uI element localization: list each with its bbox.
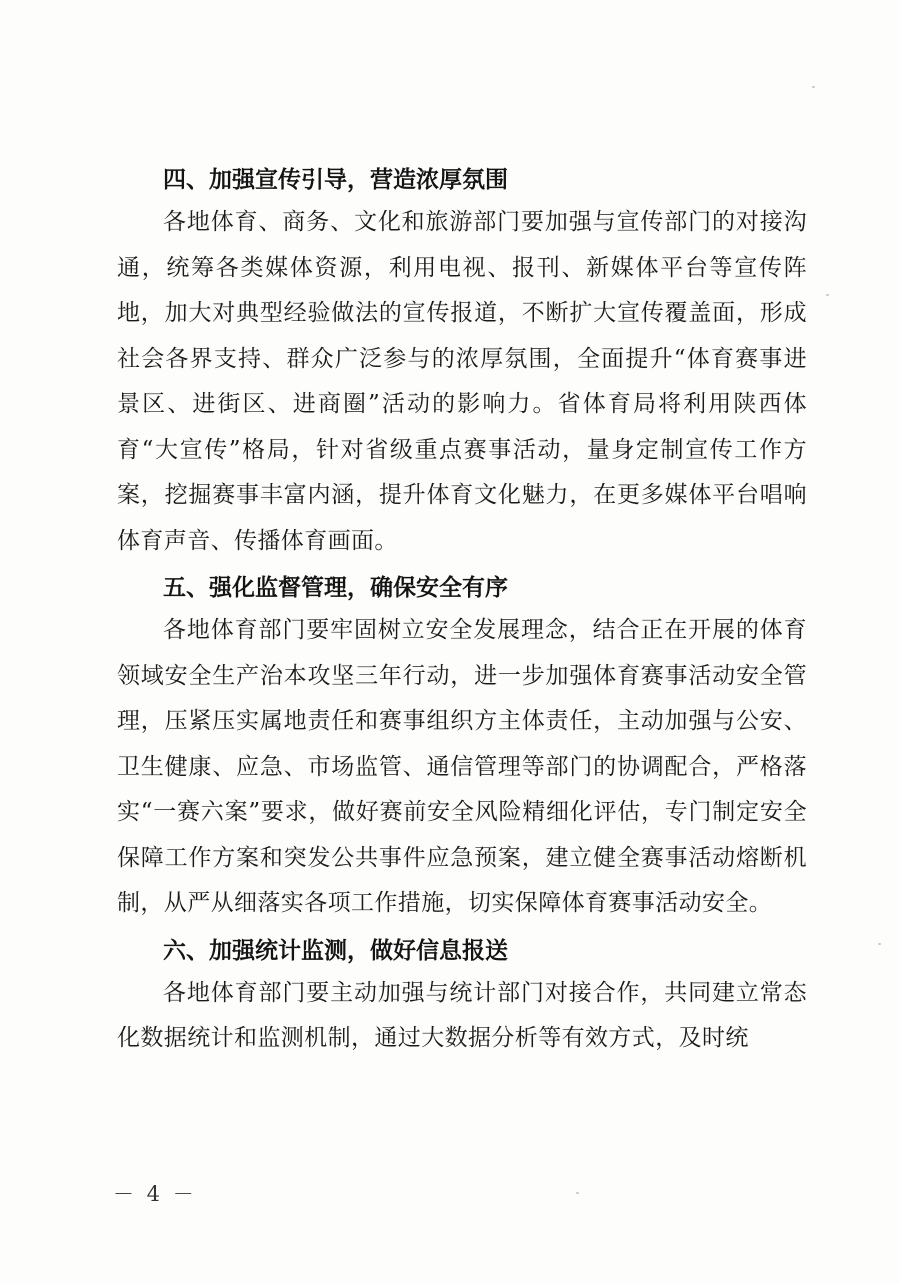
section-paragraph: 各地体育、商务、文化和旅游部门要加强与宣传部门的对接沟通，统筹各类媒体资源，利用电视、报刊、新媒体平台等宣传阵地，加大对典型经验做法的宣传报道，不断扩大宣传覆盖面，形成社会各界支持、群众广泛参与的浓厚氛围，全面提升“体育赛事进景区、进街区、进商圈”活动的影响力。省体育局将利用陕西体育“大宣传”格局，针对省级重点赛事活动，量身定制宣传工作方案，挖掘赛事丰富内涵，提升体育文化魅力，在更多媒体平台唱响体育声音、传播体育画面。 — [117, 209, 807, 554]
document-body — [117, 160, 807, 1066]
section-heading: 四、加强宣传引导，营造浓厚氛围 — [163, 167, 508, 193]
scan-speck — [812, 86, 815, 88]
section-heading: 六、加强统计监测，做好信息报送 — [163, 937, 508, 964]
section-paragraph: 各地体育部门要牢固树立安全发展理念，结合正在开展的体育领域安全生产治本攻坚三年行动，进一步加强体育赛事活动安全管理，压紧压实属地责任和赛事组织方主体责任，主动加强与公安、卫生健康、应急、市场监管、通信管理等部门的协调配合，严格落实“一赛六案”要求，做好赛前安全风险精细化评估，专门制定安全保障工作方案和突发公共事件应急预案，建立健全赛事活动熔断机制，从严从细落实各项工作措施，切实保障体育赛事活动安全。 — [117, 617, 807, 916]
page-number: － 4 － — [113, 1182, 197, 1206]
scan-speck — [826, 294, 829, 296]
scan-speck — [576, 1192, 579, 1194]
scan-speck — [878, 943, 881, 945]
section-heading: 五、强化监督管理，确保安全有序 — [163, 575, 508, 601]
section-paragraph: 各地体育部门要主动加强与统计部门对接合作，共同建立常态化数据统计和监测机制，通过大数据分析等有效方式，及时统 — [117, 979, 807, 1051]
